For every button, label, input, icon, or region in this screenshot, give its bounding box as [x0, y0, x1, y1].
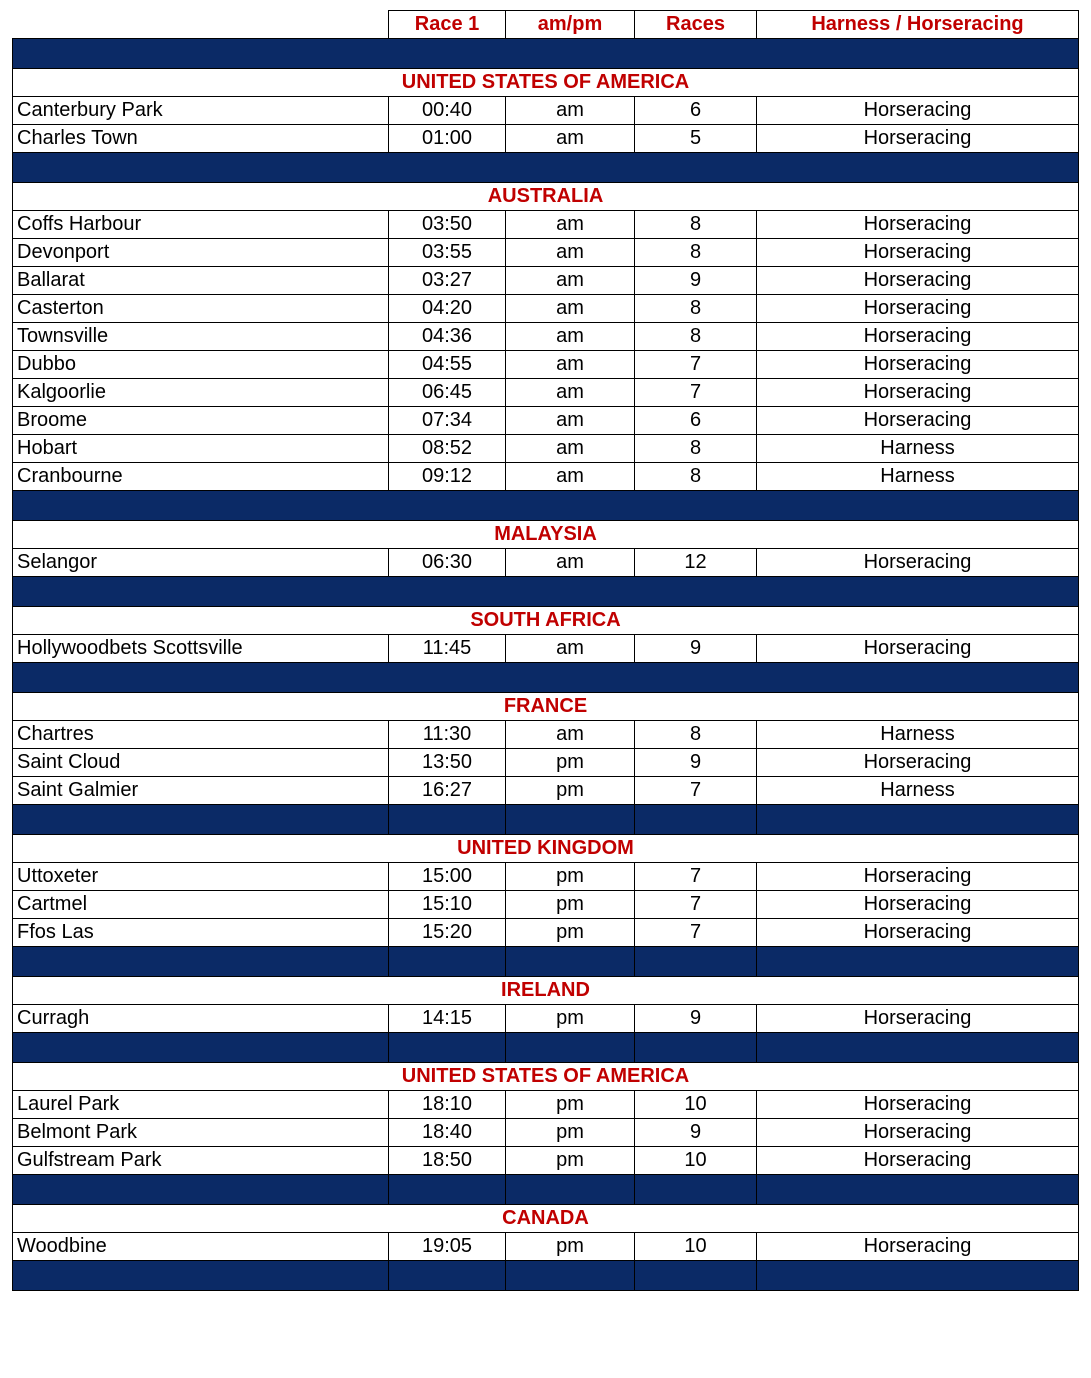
country-heading: FRANCE [13, 693, 1079, 721]
ampm-cell: am [506, 635, 635, 663]
country-heading-row [13, 521, 1079, 549]
section-divider-bar [13, 805, 1079, 835]
divider-bar-cell [635, 805, 757, 835]
venue-cell: Ffos Las [13, 919, 389, 947]
header-row [13, 11, 1079, 39]
table-row [13, 1091, 1079, 1119]
ampm-cell: pm [506, 891, 635, 919]
race-type-cell: Horseracing [757, 407, 1079, 435]
races-count-cell: 10 [635, 1147, 757, 1175]
race-type-cell: Horseracing [757, 1091, 1079, 1119]
divider-bar-cell [506, 947, 635, 977]
divider-bar-cell [757, 805, 1079, 835]
table-row [13, 777, 1079, 805]
venue-cell: Chartres [13, 721, 389, 749]
race1-time-cell: 07:34 [389, 407, 506, 435]
ampm-cell: am [506, 351, 635, 379]
header-ampm: am/pm [506, 11, 635, 39]
country-heading: SOUTH AFRICA [13, 607, 1079, 635]
race1-time-cell: 15:20 [389, 919, 506, 947]
divider-bar-cell [506, 1033, 635, 1063]
race-type-cell: Horseracing [757, 635, 1079, 663]
race1-time-cell: 19:05 [389, 1233, 506, 1261]
races-count-cell: 10 [635, 1233, 757, 1261]
ampm-cell: am [506, 323, 635, 351]
races-count-cell: 10 [635, 1091, 757, 1119]
race-type-cell: Horseracing [757, 239, 1079, 267]
venue-cell: Gulfstream Park [13, 1147, 389, 1175]
divider-bar-cell [757, 1033, 1079, 1063]
table-row [13, 721, 1079, 749]
divider-bar-cell [13, 805, 389, 835]
race-type-cell: Horseracing [757, 211, 1079, 239]
races-count-cell: 8 [635, 211, 757, 239]
country-heading-row [13, 693, 1079, 721]
venue-cell: Uttoxeter [13, 863, 389, 891]
race1-time-cell: 18:40 [389, 1119, 506, 1147]
section-divider-bar [13, 1175, 1079, 1205]
race1-time-cell: 08:52 [389, 435, 506, 463]
venue-cell: Coffs Harbour [13, 211, 389, 239]
ampm-cell: am [506, 435, 635, 463]
races-count-cell: 9 [635, 749, 757, 777]
divider-bar-cell [389, 947, 506, 977]
venue-cell: Cartmel [13, 891, 389, 919]
races-count-cell: 12 [635, 549, 757, 577]
race-type-cell: Horseracing [757, 125, 1079, 153]
venue-cell: Cranbourne [13, 463, 389, 491]
ampm-cell: am [506, 407, 635, 435]
country-heading: UNITED STATES OF AMERICA [13, 69, 1079, 97]
ampm-cell: pm [506, 1119, 635, 1147]
divider-bar-cell [13, 491, 1079, 521]
divider-bar-cell [635, 947, 757, 977]
race1-time-cell: 14:15 [389, 1005, 506, 1033]
header-blank-cell [13, 11, 389, 39]
country-heading: MALAYSIA [13, 521, 1079, 549]
divider-bar-cell [13, 1175, 389, 1205]
ampm-cell: am [506, 463, 635, 491]
race-type-cell: Horseracing [757, 1147, 1079, 1175]
divider-bar-cell [757, 1261, 1079, 1291]
divider-bar-cell [635, 1261, 757, 1291]
races-count-cell: 9 [635, 1119, 757, 1147]
ampm-cell: pm [506, 1233, 635, 1261]
divider-bar-cell [506, 805, 635, 835]
table-row [13, 379, 1079, 407]
race1-time-cell: 01:00 [389, 125, 506, 153]
table-row [13, 863, 1079, 891]
race1-time-cell: 04:36 [389, 323, 506, 351]
race-type-cell: Harness [757, 721, 1079, 749]
races-count-cell: 8 [635, 295, 757, 323]
country-heading-row [13, 69, 1079, 97]
race-type-cell: Horseracing [757, 267, 1079, 295]
venue-cell: Saint Galmier [13, 777, 389, 805]
ampm-cell: am [506, 267, 635, 295]
race-schedule-body [13, 11, 1079, 1291]
venue-cell: Dubbo [13, 351, 389, 379]
section-divider-bar [13, 663, 1079, 693]
table-row [13, 549, 1079, 577]
race1-time-cell: 16:27 [389, 777, 506, 805]
race1-time-cell: 04:20 [389, 295, 506, 323]
ampm-cell: am [506, 549, 635, 577]
races-count-cell: 7 [635, 919, 757, 947]
country-heading-row [13, 977, 1079, 1005]
table-row [13, 1119, 1079, 1147]
ampm-cell: pm [506, 1147, 635, 1175]
ampm-cell: am [506, 379, 635, 407]
venue-cell: Townsville [13, 323, 389, 351]
race-type-cell: Horseracing [757, 295, 1079, 323]
venue-cell: Laurel Park [13, 1091, 389, 1119]
race-type-cell: Horseracing [757, 351, 1079, 379]
ampm-cell: pm [506, 1005, 635, 1033]
races-count-cell: 8 [635, 323, 757, 351]
table-row [13, 891, 1079, 919]
race-type-cell: Harness [757, 777, 1079, 805]
header-races: Races [635, 11, 757, 39]
races-count-cell: 9 [635, 1005, 757, 1033]
race-schedule-table [12, 10, 1079, 1291]
race-type-cell: Horseracing [757, 1005, 1079, 1033]
ampm-cell: pm [506, 749, 635, 777]
race1-time-cell: 18:50 [389, 1147, 506, 1175]
race-type-cell: Horseracing [757, 919, 1079, 947]
race1-time-cell: 11:45 [389, 635, 506, 663]
table-row [13, 239, 1079, 267]
race-type-cell: Horseracing [757, 749, 1079, 777]
table-row [13, 749, 1079, 777]
header-type: Harness / Horseracing [757, 11, 1079, 39]
race1-time-cell: 15:10 [389, 891, 506, 919]
race1-time-cell: 06:45 [389, 379, 506, 407]
race-type-cell: Horseracing [757, 549, 1079, 577]
race-type-cell: Horseracing [757, 379, 1079, 407]
race1-time-cell: 11:30 [389, 721, 506, 749]
race1-time-cell: 09:12 [389, 463, 506, 491]
section-divider-bar [13, 577, 1079, 607]
race1-time-cell: 03:27 [389, 267, 506, 295]
venue-cell: Curragh [13, 1005, 389, 1033]
table-row [13, 125, 1079, 153]
table-row [13, 1005, 1079, 1033]
table-row [13, 919, 1079, 947]
table-row [13, 267, 1079, 295]
divider-bar-cell [389, 1175, 506, 1205]
table-row [13, 97, 1079, 125]
ampm-cell: pm [506, 1091, 635, 1119]
race1-time-cell: 06:30 [389, 549, 506, 577]
country-heading-row [13, 1063, 1079, 1091]
country-heading: IRELAND [13, 977, 1079, 1005]
ampm-cell: am [506, 239, 635, 267]
divider-bar-cell [635, 1033, 757, 1063]
table-row [13, 351, 1079, 379]
divider-bar-cell [13, 1261, 389, 1291]
divider-bar-cell [757, 1175, 1079, 1205]
venue-cell: Woodbine [13, 1233, 389, 1261]
venue-cell: Hollywoodbets Scottsville [13, 635, 389, 663]
country-heading: AUSTRALIA [13, 183, 1079, 211]
race-type-cell: Harness [757, 463, 1079, 491]
venue-cell: Ballarat [13, 267, 389, 295]
race1-time-cell: 15:00 [389, 863, 506, 891]
race1-time-cell: 00:40 [389, 97, 506, 125]
venue-cell: Charles Town [13, 125, 389, 153]
venue-cell: Canterbury Park [13, 97, 389, 125]
country-heading-row [13, 1205, 1079, 1233]
race-type-cell: Horseracing [757, 891, 1079, 919]
country-heading-row [13, 607, 1079, 635]
section-divider-bar [13, 39, 1079, 69]
table-row [13, 463, 1079, 491]
races-count-cell: 9 [635, 267, 757, 295]
race1-time-cell: 04:55 [389, 351, 506, 379]
table-row [13, 1233, 1079, 1261]
divider-bar-cell [13, 663, 1079, 693]
divider-bar-cell [757, 947, 1079, 977]
divider-bar-cell [13, 39, 1079, 69]
venue-cell: Casterton [13, 295, 389, 323]
table-row [13, 323, 1079, 351]
country-heading-row [13, 183, 1079, 211]
ampm-cell: am [506, 721, 635, 749]
country-heading: UNITED STATES OF AMERICA [13, 1063, 1079, 1091]
country-heading: CANADA [13, 1205, 1079, 1233]
venue-cell: Broome [13, 407, 389, 435]
divider-bar-cell [13, 947, 389, 977]
venue-cell: Belmont Park [13, 1119, 389, 1147]
races-count-cell: 9 [635, 635, 757, 663]
races-count-cell: 7 [635, 351, 757, 379]
divider-bar-cell [13, 153, 1079, 183]
venue-cell: Hobart [13, 435, 389, 463]
divider-bar-cell [13, 1033, 389, 1063]
race-type-cell: Horseracing [757, 863, 1079, 891]
races-count-cell: 7 [635, 777, 757, 805]
races-count-cell: 8 [635, 239, 757, 267]
ampm-cell: pm [506, 919, 635, 947]
venue-cell: Saint Cloud [13, 749, 389, 777]
races-count-cell: 6 [635, 97, 757, 125]
ampm-cell: pm [506, 777, 635, 805]
divider-bar-cell [389, 805, 506, 835]
divider-bar-cell [13, 577, 1079, 607]
section-divider-bar [13, 491, 1079, 521]
race-type-cell: Harness [757, 435, 1079, 463]
race1-time-cell: 03:50 [389, 211, 506, 239]
ampm-cell: am [506, 125, 635, 153]
table-row [13, 295, 1079, 323]
race-type-cell: Horseracing [757, 1119, 1079, 1147]
table-row [13, 211, 1079, 239]
table-row [13, 1147, 1079, 1175]
race1-time-cell: 13:50 [389, 749, 506, 777]
race-type-cell: Horseracing [757, 1233, 1079, 1261]
table-row [13, 635, 1079, 663]
races-count-cell: 8 [635, 721, 757, 749]
ampm-cell: am [506, 97, 635, 125]
races-count-cell: 5 [635, 125, 757, 153]
table-row [13, 407, 1079, 435]
divider-bar-cell [506, 1175, 635, 1205]
divider-bar-cell [635, 1175, 757, 1205]
section-divider-bar [13, 153, 1079, 183]
race1-time-cell: 03:55 [389, 239, 506, 267]
section-divider-bar [13, 947, 1079, 977]
races-count-cell: 8 [635, 463, 757, 491]
ampm-cell: am [506, 211, 635, 239]
venue-cell: Selangor [13, 549, 389, 577]
country-heading-row [13, 835, 1079, 863]
header-race1: Race 1 [389, 11, 506, 39]
races-count-cell: 8 [635, 435, 757, 463]
venue-cell: Kalgoorlie [13, 379, 389, 407]
closing-divider-bar [13, 1261, 1079, 1291]
race-type-cell: Horseracing [757, 97, 1079, 125]
country-heading: UNITED KINGDOM [13, 835, 1079, 863]
venue-cell: Devonport [13, 239, 389, 267]
divider-bar-cell [389, 1033, 506, 1063]
races-count-cell: 6 [635, 407, 757, 435]
race1-time-cell: 18:10 [389, 1091, 506, 1119]
races-count-cell: 7 [635, 891, 757, 919]
ampm-cell: pm [506, 863, 635, 891]
races-count-cell: 7 [635, 379, 757, 407]
divider-bar-cell [506, 1261, 635, 1291]
divider-bar-cell [389, 1261, 506, 1291]
ampm-cell: am [506, 295, 635, 323]
section-divider-bar [13, 1033, 1079, 1063]
races-count-cell: 7 [635, 863, 757, 891]
table-row [13, 435, 1079, 463]
race-type-cell: Horseracing [757, 323, 1079, 351]
